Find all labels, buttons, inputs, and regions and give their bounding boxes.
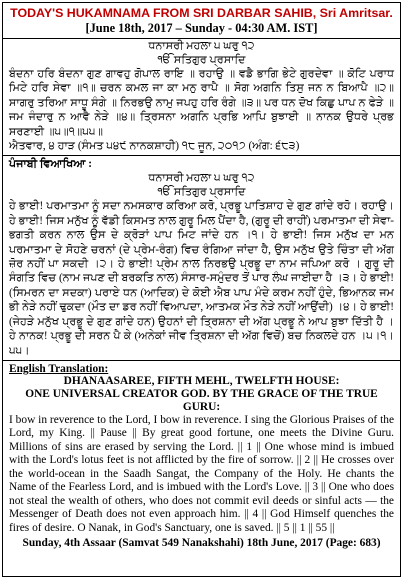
gurmukhi-raag-heading: ਧਨਾਸਰੀ ਮਹਲਾ ੫ ਘਰੁ ੧੨ <box>148 40 255 52</box>
punjabi-section-label: ਪੰਜਾਬੀ ਵਿਆਖਿਆ : <box>9 158 93 171</box>
document-title: TODAY'S HUKAMNAMA FROM SRI DARBAR SAHIB, Sri Amritsar. <box>10 6 393 20</box>
gurmukhi-mool-mantar: ੴ ਸਤਿਗੁਰ ਪ੍ਰਸਾਦਿ <box>157 54 246 66</box>
english-date-footer: Sunday, 4th Assaar (Samvat 549 Nanakshahi) 18th June, 2017 (Page: 683) <box>22 537 381 550</box>
english-raag-heading: DHANAASAREE, FIFTH MEHL, TWELFTH HOUSE: <box>63 374 340 387</box>
punjabi-raag-heading: ਧਨਾਸਰੀ ਮਹਲਾ ੫ ਘਰੁ ੧੨ <box>148 172 255 185</box>
section-divider <box>3 155 400 156</box>
gurmukhi-date-line: ਐਤਵਾਰ, ੪ ਹਾੜ (ਸੰਮਤ ੫੪੯ ਨਾਨਕਸ਼ਾਹੀ) ੧੮ ਜੂਨ, ੨੦੧੭ (ਅੰਗ: ੬੮੩) <box>9 140 300 153</box>
section-divider <box>3 360 400 361</box>
english-mool-mantar: ONE UNIVERSAL CREATOR GOD. BY THE GRACE OF THE TRUE GURU: <box>25 387 378 413</box>
english-translation-text: I bow in reverence to the Lord, I bow in reverence. I sing the Glorious Praises of the Lord, my King. || Pause || By great good fortune, one meets the Divine Guru. Millions of sins are erased by serving the Lord. || 1 || One whose mind is imbued with the Lord's lotus feet is not afflicted by the fire of sorrow. || 2 || He crosses over the world-ocean in the Saadh Sangat, the Company of the Holy. He chants the Name of the Fearless Lord, and is imbued with the Lord's Love. || 3 || One who does not steal the wealth of others, who does not commit evil deeds or sinful acts — the Messenger of Death does not even approach him. || 4 || God Himself quenches the fires of desire. O Nanak, in God's Sanctuary, one is saved. || 5 || 1 || 55 || <box>9 413 394 534</box>
punjabi-mool-mantar: ੴ ਸਤਿਗੁਰ ਪ੍ਰਸਾਦਿ <box>157 186 246 199</box>
hukamnama-document <box>2 2 401 577</box>
gurmukhi-shabad-text: ਬੰਦਨਾ ਹਰਿ ਬੰਦਨਾ ਗੁਣ ਗਾਵਹੁ ਗੋਪਾਲ ਰਾਇ ॥ ਰਹਾਉ ॥ ਵਡੈ ਭਾਗਿ ਭੇਟੇ ਗੁਰਦੇਵਾ ॥ ਕੋਟਿ ਪਰਾਧ ਮਿਟੇ ਹਰਿ ਸੇਵਾ ॥੧॥ ਚਰਨ ਕਮਲ ਜਾ ਕਾ ਮਨੁ ਰਾਪੈ ॥ ਸੋਗ ਅਗਨਿ ਤਿਸੁ ਜਨ ਨ ਬਿਆਪੈ ॥੨॥ ਸਾਗਰੁ ਤਰਿਆ ਸਾਧੂ ਸੰਗੇ ॥ ਨਿਰਭਉ ਨਾਮੁ ਜਪਹੁ ਹਰਿ ਰੰਗੇ ॥੩॥ ਪਰ ਧਨ ਦੋਖ ਕਿਛੁ ਪਾਪ ਨ ਫੇੜੇ ॥ ਜਮ ਜੰਦਾਰੁ ਨ ਆਵੈ ਨੇੜੇ ॥੪॥ ਤ੍ਰਿਸਨਾ ਅਗਨਿ ਪ੍ਰਭਿ ਆਪਿ ਬੁਝਾਈ ॥ ਨਾਨਕ ਉਧਰੇ ਪ੍ਰਭ ਸਰਣਾਈ ॥੫॥੧॥੫੫॥ <box>9 68 394 138</box>
punjabi-explanation-text: ਹੇ ਭਾਈ! ਪਰਮਾਤਮਾ ਨੂੰ ਸਦਾ ਨਮਸਕਾਰ ਕਰਿਆ ਕਰੋ, ਪ੍ਰਭੂ ਪਾਤਿਸ਼ਾਹ ਦੇ ਗੁਣ ਗਾਂਦੇ ਰਹੋ। ਰਹਾਉ। ਹੇ ਭਾਈ! ਜਿਸ ਮਨੁੱਖ ਨੂੰ ਵੱਡੀ ਕਿਸਮਤ ਨਾਲ ਗੁਰੂ ਮਿਲ ਪੈਂਦਾ ਹੈ, (ਗੁਰੂ ਦੀ ਰਾਹੀਂ) ਪਰਮਾਤਮਾ ਦੀ ਸੇਵਾ-ਭਗਤੀ ਕਰਨ ਨਾਲ ਉਸ ਦੇ ਕ੍ਰੋੜਾਂ ਪਾਪ ਮਿਟ ਜਾਂਦੇ ਹਨ ।੧। ਹੇ ਭਾਈ! ਜਿਸ ਮਨੁੱਖ ਦਾ ਮਨ ਪਰਮਾਤਮਾ ਦੇ ਸੋਹਣੇ ਚਰਨਾਂ (ਦੇ ਪ੍ਰੇਮ-ਰੰਗ) ਵਿਚ ਰੰਗਿਆ ਜਾਂਦਾ ਹੈ, ਉਸ ਮਨੁੱਖ ਉਤੇ ਚਿੰਤਾ ਦੀ ਅੱਗ ਜ਼ੋਰ ਨਹੀਂ ਪਾ ਸਕਦੀ ।੨। ਹੇ ਭਾਈ! ਪ੍ਰੇਮ ਨਾਲ ਨਿਰਭਉ ਪ੍ਰਭੂ ਦਾ ਨਾਮ ਜਪਿਆ ਕਰੋ । ਗੁਰੂ ਦੀ ਸੰਗਤਿ ਵਿਚ (ਨਾਮ ਜਪਣ ਦੀ ਬਰਕਤਿ ਨਾਲ) ਸੰਸਾਰ-ਸਮੁੰਦਰ ਤੋਂ ਪਾਰ ਲੰਘ ਜਾਈਦਾ ਹੈ ।੩। ਹੇ ਭਾਈ! (ਸਿਮਰਨ ਦਾ ਸਦਕਾ) ਪਰਾਏ ਧਨ (ਆਦਿਕ) ਦੇ ਕੋਈ ਐਬ ਪਾਪ ਮੰਦੇ ਕਰਮ ਨਹੀਂ ਹੁੰਦੇ, ਭਿਆਨਕ ਜਮ ਭੀ ਨੇੜੇ ਨਹੀਂ ਢੁਕਦਾ (ਮੌਤ ਦਾ ਡਰ ਨਹੀਂ ਵਿਆਪਦਾ, ਆਤਮਕ ਮੌਤ ਨੇੜੇ ਨਹੀਂ ਆਉਂਦੀ) ।੪। ਹੇ ਭਾਈ! (ਜੇਹੜੇ ਮਨੁੱਖ ਪ੍ਰਭੂ ਦੇ ਗੁਣ ਗਾਂਦੇ ਹਨ) ਉਹਨਾਂ ਦੀ ਤ੍ਰਿਸ਼ਨਾ ਦੀ ਅੱਗ ਪ੍ਰਭੂ ਨੇ ਆਪ ਬੁਝਾ ਦਿੱਤੀ ਹੈ । ਹੇ ਨਾਨਕ! ਪ੍ਰਭੂ ਦੀ ਸਰਨ ਪੈ ਕੇ (ਅਨੇਕਾਂ ਜੀਵ ਤ੍ਰਿਸ਼ਨਾ ਦੀ ਅੱਗ ਵਿਚੋਂ) ਬਚ ਨਿਕਲਦੇ ਹਨ ।੫।੧।੫੫। <box>9 200 394 357</box>
english-section-label: English Translation: <box>9 362 109 375</box>
date-line-header: [June 18th, 2017 – Sunday - 04:30 AM. IST] <box>3 21 400 39</box>
